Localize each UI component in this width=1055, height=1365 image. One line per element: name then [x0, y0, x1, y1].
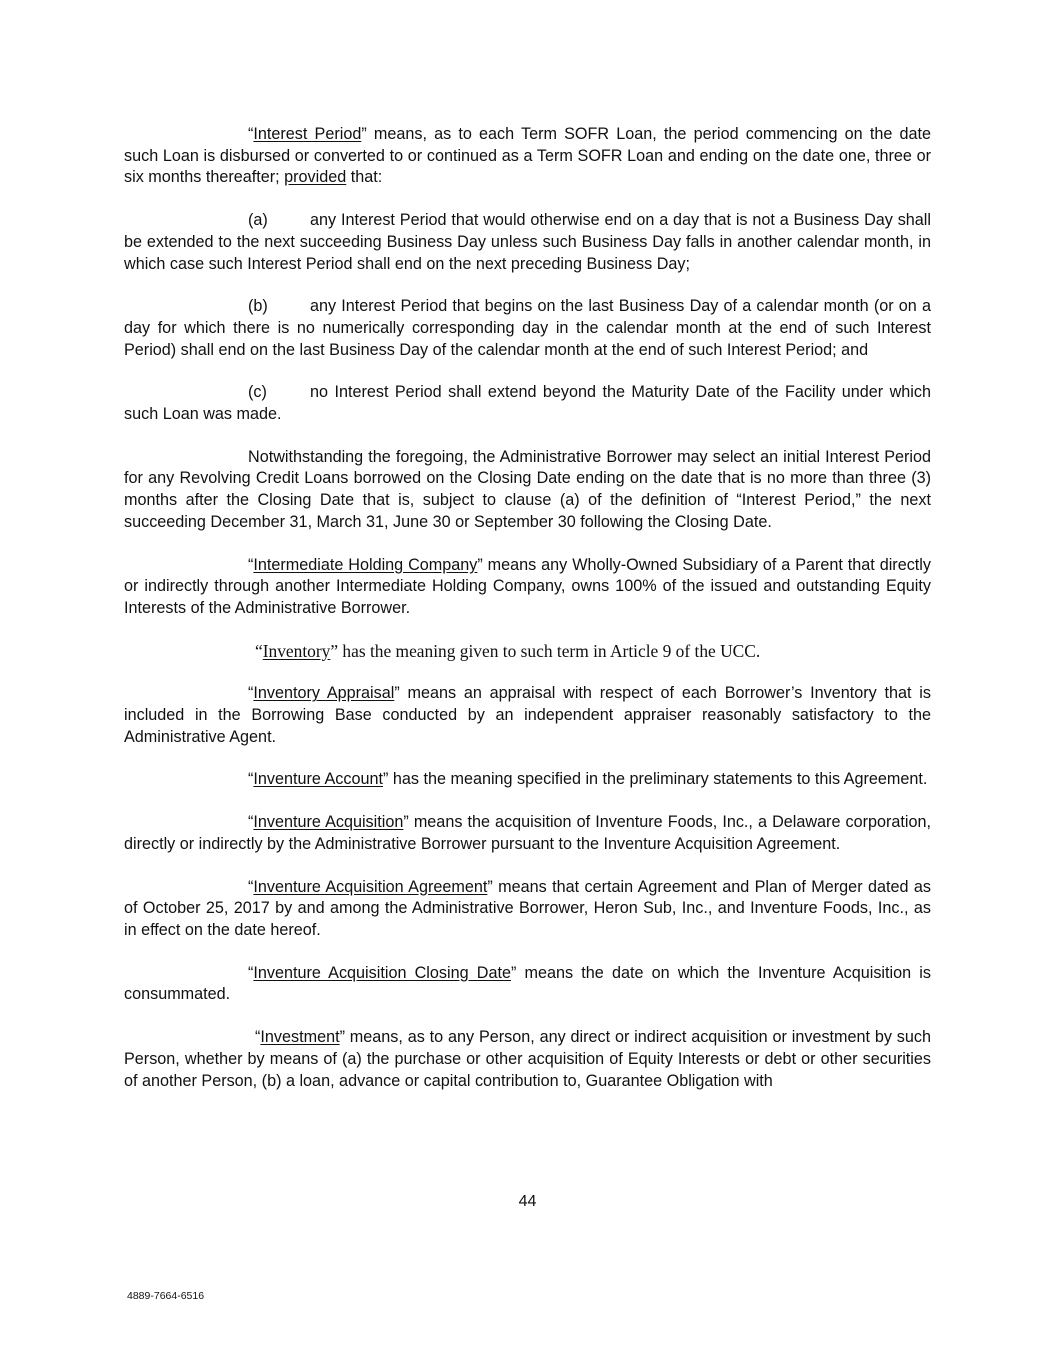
page-number: 44	[518, 1193, 537, 1210]
definition-investment	[124, 1027, 931, 1092]
provided-term: provided	[284, 168, 347, 187]
definition-text: ” means an appraisal with respect of each Borrower’s Inventory that is included in the Borrowing Base conducted by an independent appraiser reasonably satisfactory to the Administrative Agent.	[124, 684, 931, 746]
document-id: 4889-7664-6516	[127, 1290, 205, 1302]
quote-mark: “	[248, 125, 254, 143]
definition-inventure-acquisition	[124, 812, 931, 855]
quote-mark: “	[255, 1028, 261, 1047]
definition-inventory-appraisal	[124, 683, 931, 748]
clause-text: any Interest Period that would otherwise end on a day that is not a Business Day shall be extended to the next succeeding Business Day unless such Business Day falls in another calendar month, in which case such Interest Period shall end on the next preceding Business Day;	[124, 211, 931, 273]
definition-text: ” means the acquisition of Inventure Foods, Inc., a Delaware corporation, directly or indirectly by the Administrative Borrower pursuant to the Inventure Acquisition Agreement.	[124, 813, 931, 853]
clause-text: no Interest Period shall extend beyond the Maturity Date of the Facility under which such Loan was made.	[124, 383, 931, 424]
quote-mark: “	[248, 770, 254, 789]
definition-text: ” has the meaning specified in the preliminary statements to this Agreement.	[382, 770, 928, 789]
defined-term: Inventure Acquisition Agreement	[253, 877, 488, 896]
definition-text: ” means that certain Agreement and Plan of Merger dated as of October 25, 2017 by and among the Administrative Borrower, Heron Sub, Inc., and Inventure Foods, Inc., as in effect on the date hereof.	[124, 877, 931, 939]
defined-term: Interest Period	[253, 125, 362, 143]
definition-interest-period	[124, 124, 931, 189]
quote-mark: “	[248, 877, 254, 896]
definition-text: ” means the date on which the Inventure Acquisition is consummated.	[124, 963, 931, 1004]
quote-mark: “	[248, 555, 254, 574]
quote-mark: “	[248, 684, 254, 703]
defined-term: Inventure Account	[253, 770, 383, 789]
definition-inventure-account	[124, 769, 931, 791]
definition-inventure-acquisition-agreement	[124, 877, 931, 942]
definition-text: ” means, as to any Person, any direct or indirect acquisition or investment by such Person, whether by means of (a) the purchase or other acquisition of Equity Interests or debt or other securities of another Person, (b) a loan, advance or capital contribution to, Guarantee Obligation with	[124, 1028, 931, 1090]
clause-b	[124, 296, 931, 361]
definition-intermediate-holding-company	[124, 555, 931, 620]
quote-mark: “	[255, 640, 263, 661]
defined-term: Inventory Appraisal	[253, 684, 395, 703]
clause-label: (a)	[248, 211, 268, 230]
document-body	[124, 124, 931, 1092]
definition-text: ” has the meaning given to such term in Article 9 of the UCC.	[330, 640, 761, 661]
defined-term: Inventure Acquisition Closing Date	[253, 963, 511, 982]
clause-label: (c)	[248, 383, 267, 402]
clause-a	[124, 210, 931, 275]
clause-text: any Interest Period that begins on the last Business Day of a calendar month (or on a day for which there is no numerically corresponding day in the calendar month at the end of such Interest Period) shall end on the last Business Day of the calendar month at the end of such Interest Period; and	[124, 297, 931, 359]
notwithstanding-paragraph: Notwithstanding the foregoing, the Administrative Borrower may select an initial Interest Period for any Revolving Credit Loans borrowed on the Closing Date ending on the date that is no more than three (3) months after the Closing Date that is, subject to clause (a) of the definition of “Interest Period,” the next succeeding December 31, March 31, June 30 or September 30 following the Closing Date.	[124, 447, 931, 531]
clause-c	[124, 382, 931, 425]
definition-text: ” means, as to each Term SOFR Loan, the period commencing on the date such Loan is disbursed or converted to or continued as a Term SOFR Loan and ending on the date one, three or six months thereafter;	[124, 125, 931, 187]
clause-label: (b)	[248, 297, 268, 316]
quote-mark: “	[248, 813, 254, 832]
definition-inventory	[124, 641, 931, 663]
defined-term: Investment	[260, 1028, 340, 1047]
definition-text: ” means any Wholly-Owned Subsidiary of a Parent that directly or indirectly through another Intermediate Holding Company, owns 100% of the issued and outstanding Equity Interests of the Administrative Borrower.	[124, 555, 931, 617]
quote-mark: “	[248, 963, 254, 982]
defined-term: Intermediate Holding Company	[253, 555, 478, 574]
defined-term: Inventory	[262, 640, 331, 661]
definition-inventure-acquisition-closing-date	[124, 963, 931, 1006]
definition-text: that:	[346, 168, 383, 187]
defined-term: Inventure Acquisition	[253, 813, 404, 832]
